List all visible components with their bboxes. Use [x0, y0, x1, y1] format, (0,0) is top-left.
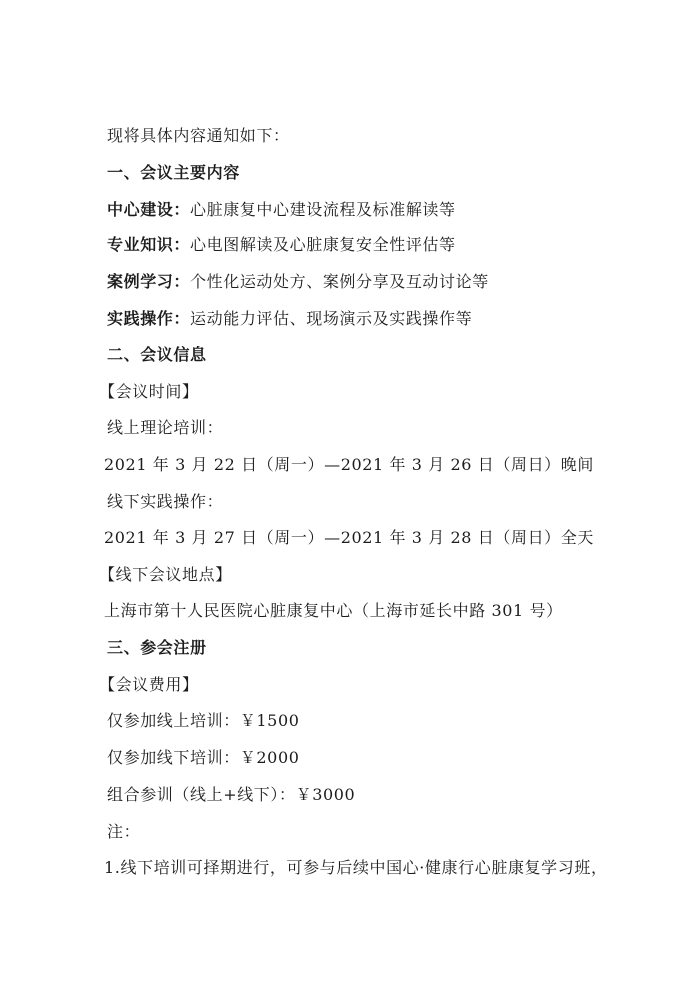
section1-heading: 一、会议主要内容	[107, 163, 240, 182]
meeting-time-heading: 【会议时间】	[99, 382, 199, 401]
content-item-center-building	[107, 200, 456, 220]
item-text: 心脏康复中心建设流程及标准解读等	[190, 200, 456, 219]
section3-heading: 三、参会注册	[107, 638, 207, 657]
online-training-label: 线上理论培训：	[107, 418, 224, 437]
online-training-dates: 2021 年 3 月 22 日（周一）—2021 年 3 月 26 日（周日）晚间	[104, 455, 594, 474]
item-label: 专业知识：	[107, 235, 191, 254]
fee-combined: 组合参训（线上+线下）：￥3000	[107, 785, 356, 804]
content-item-practice	[107, 309, 472, 329]
item-text: 个性化运动处方、案例分享及互动讨论等	[190, 272, 489, 291]
intro-text: 现将具体内容通知如下：	[107, 126, 290, 145]
note-item-1: 1.线下培训可择期进行，可参与后续中国心·健康行心脏康复学习班，	[104, 858, 608, 877]
item-label: 实践操作：	[107, 309, 191, 328]
fee-heading: 【会议费用】	[99, 675, 199, 694]
item-label: 案例学习：	[107, 272, 191, 291]
offline-practice-dates: 2021 年 3 月 27 日（周一）—2021 年 3 月 28 日（周日）全天	[104, 528, 594, 547]
note-label: 注：	[107, 822, 141, 841]
item-text: 运动能力评估、现场演示及实践操作等	[190, 309, 473, 328]
offline-practice-label: 线下实践操作：	[107, 492, 224, 511]
item-label: 中心建设：	[107, 200, 191, 219]
content-item-case-study	[107, 272, 489, 292]
content-item-professional-knowledge	[107, 235, 456, 255]
fee-online-only: 仅参加线上培训：￥1500	[107, 711, 300, 730]
section2-heading: 二、会议信息	[107, 345, 207, 364]
fee-offline-only: 仅参加线下培训：￥2000	[107, 748, 300, 767]
venue-heading: 【线下会议地点】	[99, 565, 232, 584]
item-text: 心电图解读及心脏康复安全性评估等	[190, 235, 456, 254]
venue-address: 上海市第十人民医院心脏康复中心（上海市延长中路 301 号）	[104, 601, 563, 620]
